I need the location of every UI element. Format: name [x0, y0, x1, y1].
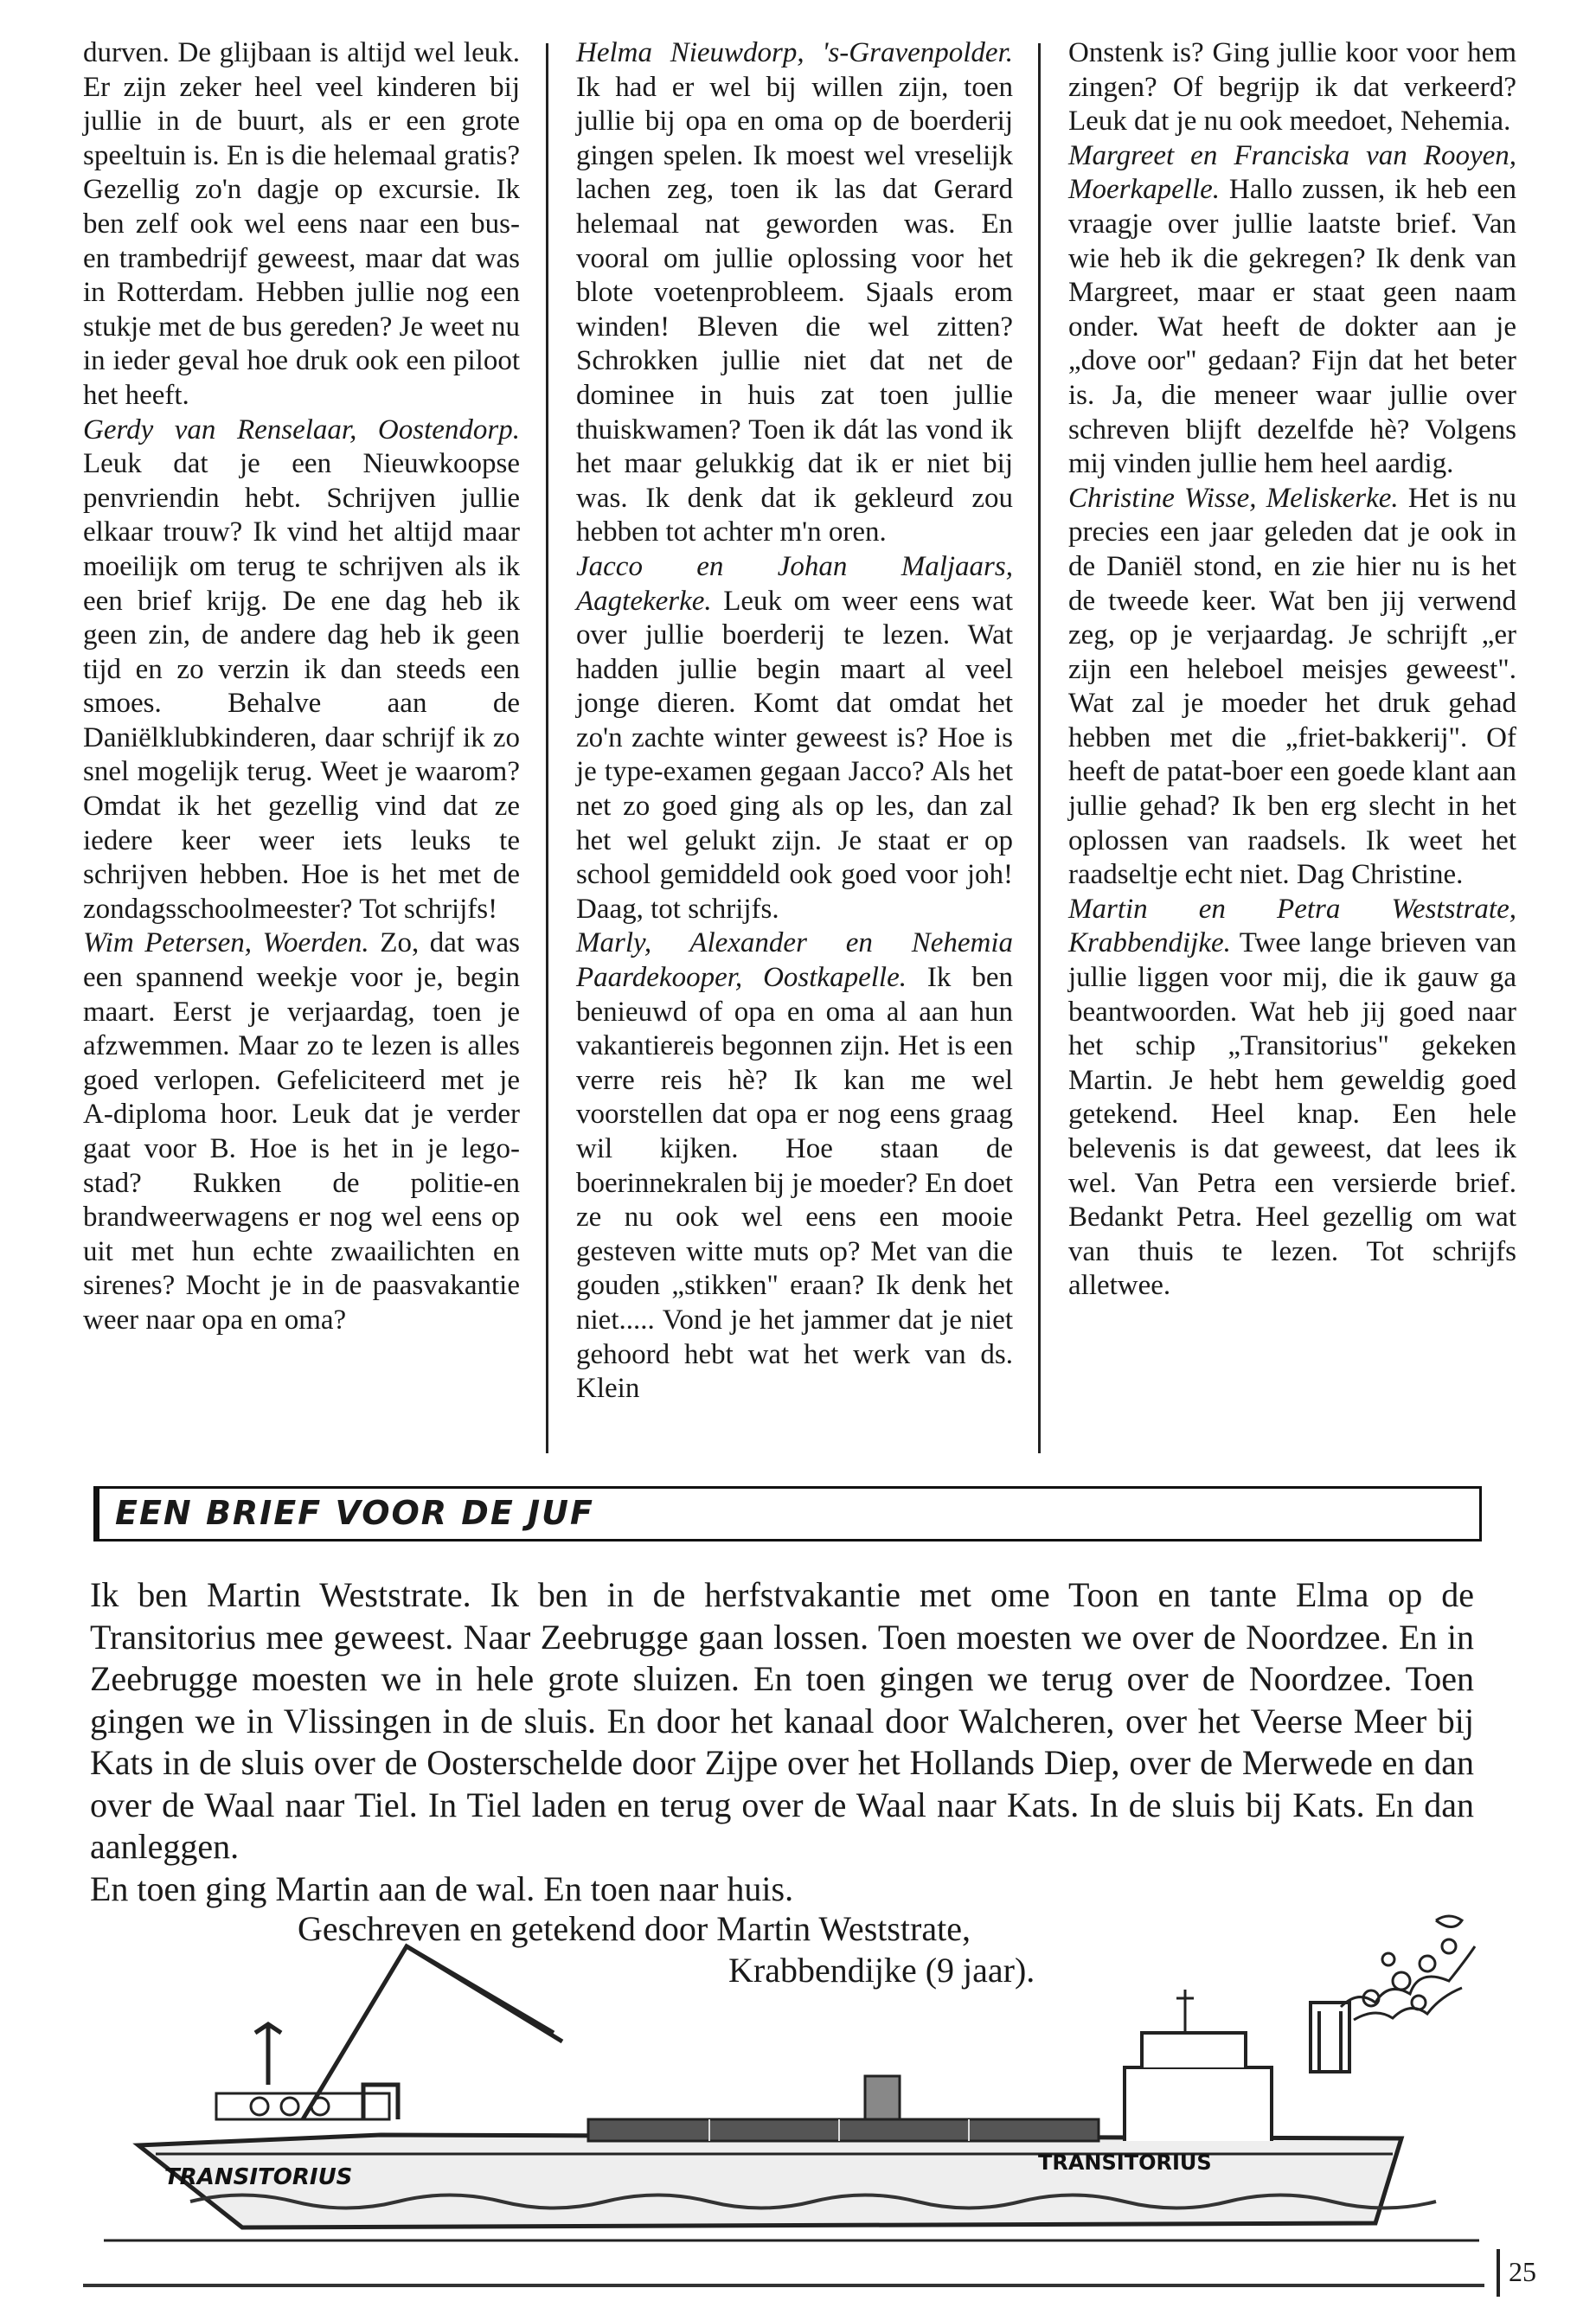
bottom-rule: [83, 2284, 1484, 2287]
column-divider: [546, 43, 548, 1453]
letter-last-line: En toen ging Martin aan de wal. En toen naar huis.: [90, 1868, 794, 1908]
correspondent-name: Marly, Alexander en Nehemia Paardekooper, Oostkapelle.: [576, 927, 1013, 994]
reply-paragraph: Martin en Petra Weststrate, Krabbendijke. Twee lange brieven van jullie liggen voor mij, die ik gauw ga beantwoorden. Wat heb jij goed naar het schip „Transitorius" gekeken Martin. Je hebt hem geweldig goed getekend. Heel knap. Een hele belevenis is dat geweest, dat lees ik wel. Van Petra een versierde brief. Bedankt Petra. Heel gezellig om wat van thuis te lezen. Tot schrijfs alletwee.: [1068, 893, 1517, 1302]
ship-name-side: TRANSITORIUS: [1038, 2150, 1212, 2175]
ship-name-bow: TRANSITORIUS: [164, 2164, 353, 2190]
column-divider: [1038, 43, 1041, 1453]
column-1: [83, 36, 520, 1338]
correspondent-name: Martin en Petra Weststrate, Krabbendijke.: [1068, 893, 1516, 959]
reply-paragraph: Marly, Alexander en Nehemia Paardekooper, Oostkapelle. Ik ben benieuwd of opa en oma al aan hun vakantiereis begonnen zijn. Het is een verre reis hè? Ik kan me wel voorstellen dat opa er nog eens graag wil kijken. Hoe staan de boerinnekralen bij je moeder? En doet ze nu ook wel eens een mooie gesteven witte muts op? Met van die gouden „stikken" eraan? Ik denk het niet..... Vond je het jammer dat je niet gehoord hebt wat het werk van ds. Klein: [576, 927, 1014, 1405]
signature-place-age: Krabbendijke (9 jaar).: [728, 1951, 1035, 1990]
reply-paragraph: Helma Nieuwdorp, 's-Gravenpolder. Ik had er wel bij willen zijn, toen jullie bij opa en oma op de boerderij gingen spelen. Ik moest wel vreselijk lachen zeg, toen ik las dat Gerard helemaal nat geworden was. En vooral om jullie oplossing voor het blote voetenprobleem. Sjaals erom winden! Bleven die wel zitten? Schrokken jullie niet dat net de dominee in huis zat toen jullie thuiskwamen? Toen ik dát las vond ik het maar gelukkig dat ik er niet bij was. Ik denk dat ik gekleurd zou hebben tot achter m'n oren.: [576, 37, 1013, 548]
correspondent-name: Helma Nieuwdorp, 's-Gravenpolder.: [576, 37, 1013, 68]
reply-paragraph: durven. De glijbaan is altijd wel leuk. Er zijn zeker heel veel kinderen bij jullie in de buurt, als er een grote speeltuin is. En is die helemaal gratis? Gezellig zo'n dagje op excursie. Ik ben zelf ook wel eens naar een bus- en trambedrijf geweest, maar dat was in Rotterdam. Hebben jullie nog een stukje met de bus gereden? Je weet nu in ieder geval hoe druk ook een piloot het heeft.: [83, 37, 520, 411]
signature-line: Geschreven en getekend door Martin Weststrate,: [298, 1909, 971, 1948]
reply-paragraph: Christine Wisse, Meliskerke. Het is nu precies een jaar geleden dat je ook in de Daniël stond, en zie hier nu is het de tweede keer. Wat ben jij verwend zeg, op je verjaardag. Je schrijft „er zijn een heleboel meisjes geweest". Wat zal je moeder het druk gehad hebben met die „friet-bakkerij". Of heeft de patat-boer een goede klant aan jullie gehad? Ik ben erg slecht in het oplossen van raadsels. Ik weet het raadseltje echt niet. Dag Christine.: [1068, 482, 1516, 891]
reply-paragraph: Gerdy van Renselaar, Oostendorp. Leuk dat je een Nieuwkoopse penvriendin hebt. Schrijven jullie elkaar trouw? Ik vind het altijd maar moeilijk om terug te schrijven als ik een brief krijg. De ene dag heb ik geen zin, de andere dag heb ik geen tijd en zo verzin ik dan steeds een smoes. Behalve aan de Daniëlklubkinderen, daar schrijf ik zo snel mogelijk terug. Weet je waarom? Omdat ik het gezellig vind dat ze iedere keer weer iets leuks te schrijven hebben. Hoe is het met de zondagsschoolmeester? Tot schrijfs!: [83, 413, 520, 925]
ship-drawing: [104, 1860, 1479, 2249]
reply-paragraph: Jacco en Johan Maljaars, Aagtekerke. Leuk om weer eens wat over jullie boerderij te lezen. Wat hadden jullie begin maart al veel jonge dieren. Komt dat omdat het zo'n zachte winter geweest is? Hoe is je type-examen gegaan Jacco? Als het net zo goed ging als op les, dan zal het wel gelukt zijn. Je staat er op school gemiddeld ook goed voor joh! Daag, tot schrijfs.: [576, 550, 1013, 925]
smoke-illustration: [1341, 1916, 1475, 2020]
letter-paragraph: Ik ben Martin Weststrate. Ik ben in de herfstvakantie met ome Toon en tante Elma op de Transitorius mee geweest. Naar Zeebrugge gaan lossen. Toen moesten we over de Noordzee. En in Zeebrugge moesten we in hele grote sluizen. En toen gingen we terug over de Noordzee. Toen gingen we in Vlissingen in de sluis. En door het kanaal door Walcheren, over het Veerse Meer bij Kats in de sluis over de Oosterschelde door Zijpe over het Hollands Diep, over de Merwede en dan over de Waal naar Tiel. In Tiel laden en terug over de Waal naar Kats. In de sluis bij Kats. En dan aanleggen.: [90, 1575, 1474, 1866]
page-number: 25: [1509, 2256, 1536, 2287]
column-2: [576, 36, 1013, 1407]
correspondent-name: Christine Wisse, Meliskerke.: [1068, 482, 1399, 514]
funnel-illustration: [1311, 2003, 1349, 2072]
column-3: [1068, 36, 1516, 1304]
reply-paragraph: Margreet en Franciska van Rooyen, Moerkapelle. Hallo zussen, ik heb een vraagje over jullie laatste brief. Van wie heb ik die gekregen? Ik denk van Margreet, maar er staat geen naam onder. Wat heeft de dokter aan je „dove oor" gedaan? Fijn dat het beter is. Ja, die meneer waar jullie over schreven blijft dezelfde hè? Volgens mij vinden jullie hem heel aardig.: [1068, 139, 1517, 480]
reply-paragraph: Onstenk is? Ging jullie koor voor hem zingen? Of begrijp ik dat verkeerd? Leuk dat je nu ook meedoet, Nehemia.: [1068, 37, 1516, 138]
reply-paragraph: Wim Petersen, Woerden. Zo, dat was een spannend weekje voor je, begin maart. Eerst je verjaardag, toen je afzwemmen. Maar zo te lezen is alles goed verlopen. Gefeliciteerd met je A-diploma hoor. Leuk dat je verder gaat voor B. Hoe is het in je lego-stad? Rukken de politie-en brandweerwagens er nog wel eens op uit met hun echte zwaailichten en sirenes? Mocht je in de paasvakantie weer naar opa en oma?: [83, 927, 521, 1336]
correspondent-name: Gerdy van Renselaar, Oostendorp.: [83, 413, 520, 445]
section-title: EEN BRIEF VOOR DE JUF: [115, 1494, 594, 1532]
correspondent-name: Margreet en Franciska van Rooyen, Moerkapelle.: [1068, 139, 1516, 206]
correspondent-name: Jacco en Johan Maljaars, Aagtekerke.: [576, 550, 1013, 617]
section-title-box: [93, 1486, 1482, 1541]
hull-illustration: [104, 1990, 1479, 2240]
correspondent-name: Wim Petersen, Woerden.: [83, 927, 369, 959]
page-number-rule: [1497, 2249, 1500, 2297]
